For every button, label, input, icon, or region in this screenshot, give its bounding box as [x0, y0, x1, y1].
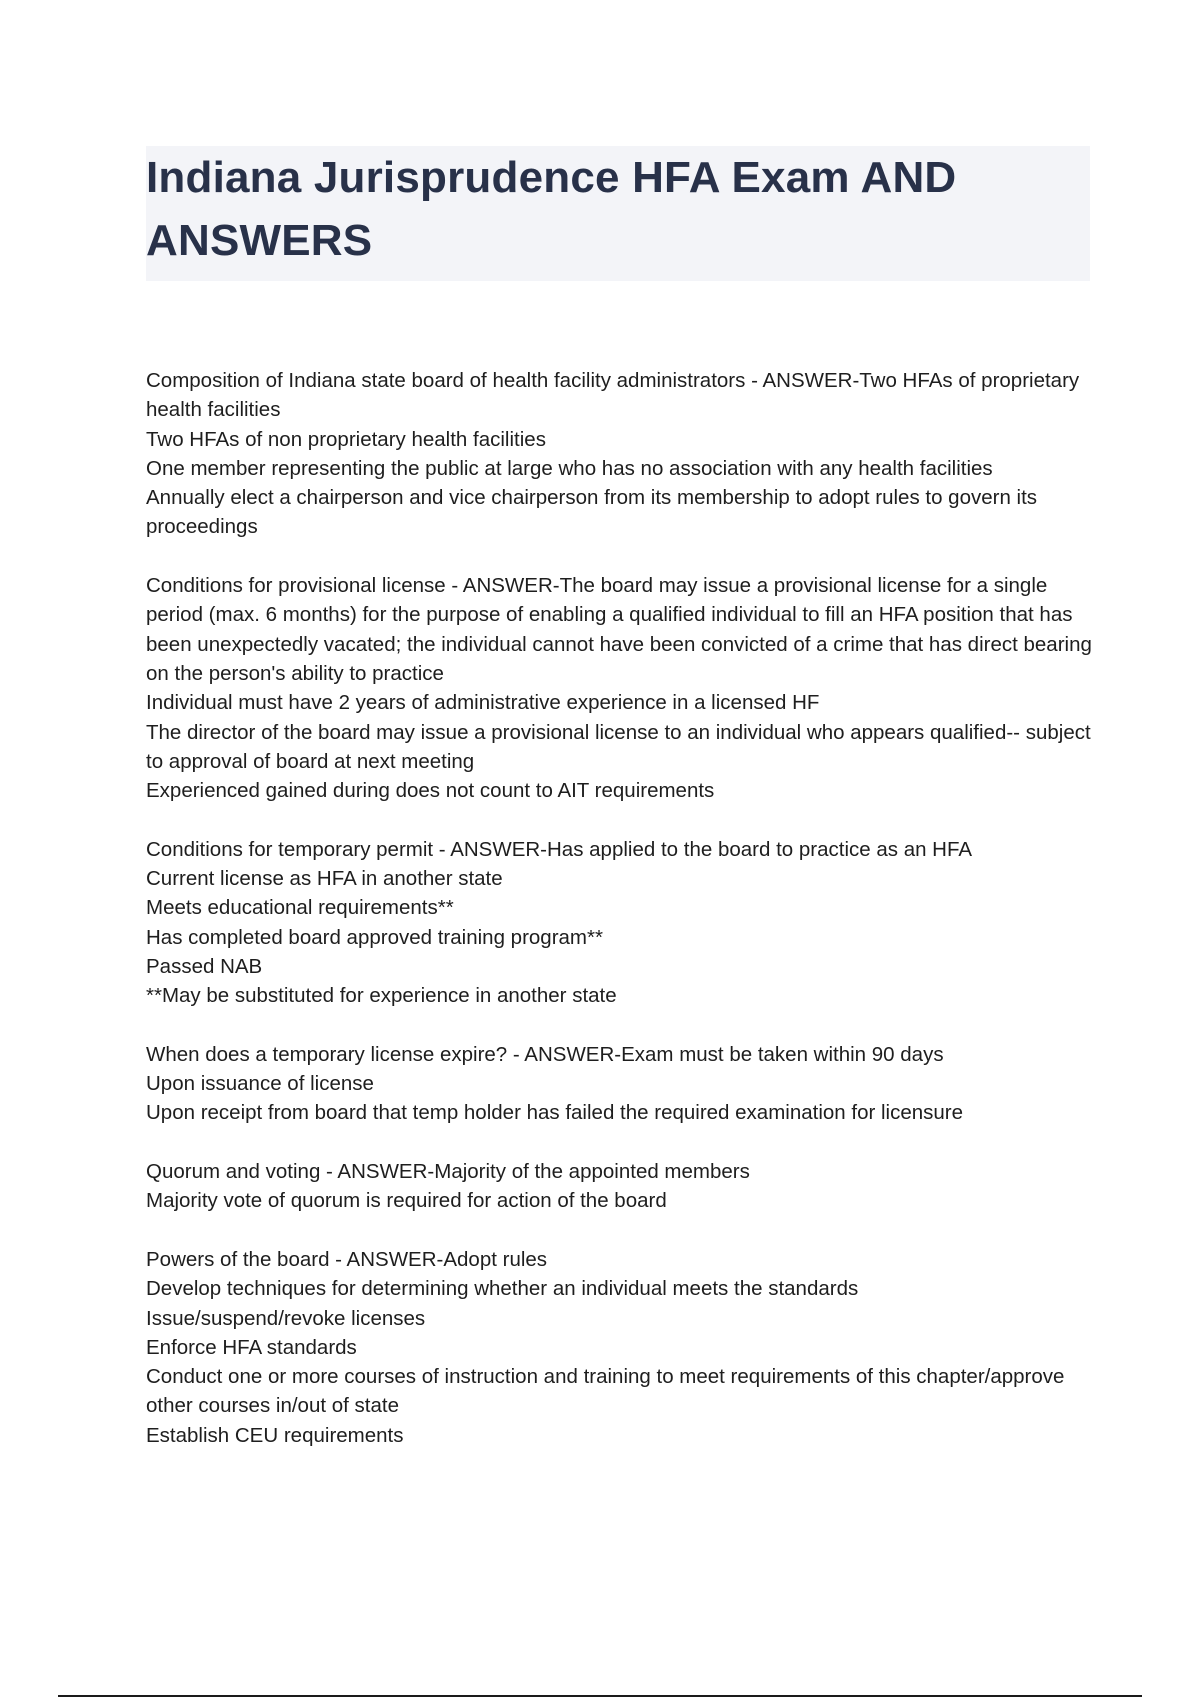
qa-line: Passed NAB [146, 954, 263, 978]
title-banner [146, 146, 1090, 281]
qa-line: Two HFAs of non proprietary health facilities [146, 427, 546, 451]
qa-item-board-composition [146, 366, 1096, 542]
qa-line: Establish CEU requirements [146, 1423, 404, 1447]
qa-line: Individual must have 2 years of administrative experience in a licensed HF [146, 691, 820, 715]
qa-item-board-powers [146, 1245, 1096, 1450]
qa-line: Annually elect a chairperson and vice chairperson from its membership to adopt rules to govern its proceedings [146, 486, 1038, 539]
qa-line: Has completed board approved training program** [146, 925, 603, 949]
qa-line: Issue/suspend/revoke licenses [146, 1306, 426, 1330]
qa-line: Conduct one or more courses of instruction and training to meet requirements of this chapter/approve other courses in/out of state [146, 1365, 1065, 1418]
qa-line: Current license as HFA in another state [146, 867, 503, 891]
qa-line: Develop techniques for determining whether an individual meets the standards [146, 1277, 859, 1301]
qa-item-quorum-voting [146, 1157, 1096, 1216]
qa-content [146, 366, 1096, 1479]
qa-line: **May be substituted for experience in another state [146, 984, 617, 1008]
qa-line: Experienced gained during does not count to AIT requirements [146, 779, 715, 803]
qa-line: Powers of the board - ANSWER-Adopt rules [146, 1247, 548, 1271]
qa-item-temporary-license-expiry [146, 1040, 1096, 1128]
qa-line: Quorum and voting - ANSWER-Majority of the appointed members [146, 1160, 750, 1184]
qa-item-provisional-license [146, 571, 1096, 805]
document-title: Indiana Jurisprudence HFA Exam AND ANSWERS [146, 153, 957, 265]
qa-line: The director of the board may issue a provisional license to an individual who appears qualified-- subject to approval of board at next meeting [146, 720, 1091, 773]
qa-line: Meets educational requirements** [146, 896, 454, 920]
qa-line: Enforce HFA standards [146, 1335, 357, 1359]
page-bottom-divider [58, 1695, 1142, 1697]
qa-line: One member representing the public at large who has no association with any health facilities [146, 456, 993, 480]
qa-line: Upon receipt from board that temp holder has failed the required examination for licensure [146, 1101, 964, 1125]
qa-line: When does a temporary license expire? - ANSWER-Exam must be taken within 90 days [146, 1042, 944, 1066]
qa-line: Upon issuance of license [146, 1072, 374, 1096]
qa-line: Conditions for temporary permit - ANSWER-Has applied to the board to practice as an HFA [146, 837, 973, 861]
qa-item-temporary-permit [146, 835, 1096, 1011]
qa-line: Conditions for provisional license - ANSWER-The board may issue a provisional license for a single period (max. 6 months) for the purpose of enabling a qualified individual to fill an HFA position that has been unexpectedly vacated; the individual cannot have been convicted of a crime that has direct bearing on the person's ability to practice [146, 574, 1092, 685]
qa-line: Composition of Indiana state board of health facility administrators - ANSWER-Two HFAs of proprietary health facilities [146, 369, 1080, 422]
qa-line: Majority vote of quorum is required for action of the board [146, 1189, 667, 1213]
